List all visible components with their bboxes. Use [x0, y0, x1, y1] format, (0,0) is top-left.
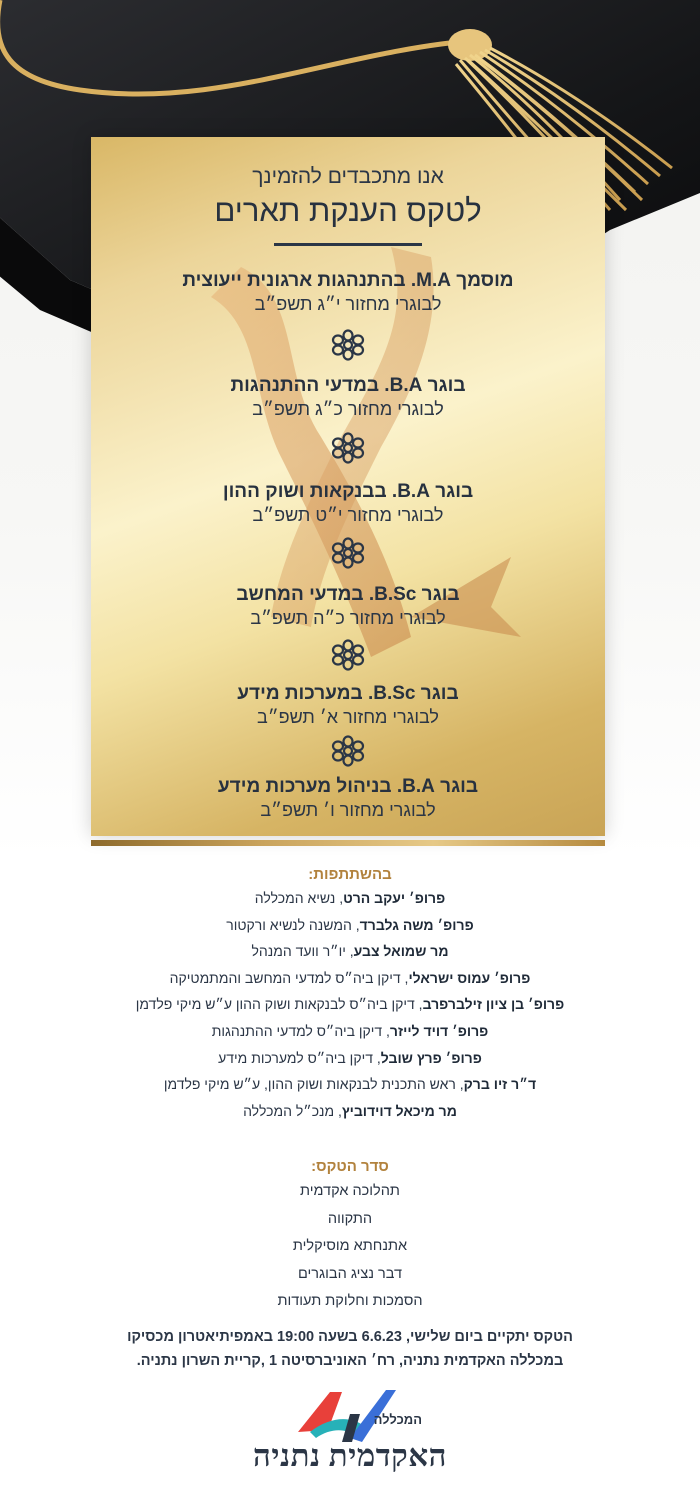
degree-item [91, 269, 605, 315]
person-role: , דיקן ביה״ס למערכות מידע [218, 1049, 381, 1066]
list-item [0, 1071, 700, 1098]
flower-ornament-icon [329, 639, 367, 671]
flower-ornament-icon [329, 432, 367, 464]
person-role: , דיקן ביה״ס למדעי ההתנהגות [211, 1022, 390, 1039]
person-name: פרופ׳ בן ציון זילברפרב [422, 996, 565, 1013]
list-item: תהלוכה אקדמית [300, 1183, 400, 1199]
person-role: , יו״ר וועד המנהל [251, 943, 354, 960]
degree-name: בוגר B.Sc. במערכות מידע [237, 683, 459, 704]
order-heading: סדר הטקס: [311, 1158, 389, 1175]
person-name: פרופ׳ משה גלברד [359, 916, 474, 933]
ceremony-title: לטקס הענקת תארים [214, 193, 482, 228]
list-item: התקווה [327, 1210, 373, 1227]
degree-class: לבוגרי מחזור י״ט תשפ״ב [252, 505, 444, 525]
flower-ornament-icon [329, 735, 367, 767]
list-item: אתנחתא מוסיקלית [292, 1238, 408, 1254]
person-name: ד״ר זיו ברק [463, 1076, 537, 1093]
invitation-card [91, 137, 605, 836]
person-name: מר שמואל צבע [353, 943, 449, 960]
list-item [0, 1098, 700, 1125]
person-role: , נשיא המכללה [254, 890, 344, 906]
degree-item [91, 583, 605, 629]
degree-class: לבוגרי מחזור כ״ה תשפ״ב [250, 608, 446, 628]
event-details-line: הטקס יתקיים ביום שלישי, 6.6.23 בשעה 19:00 באמפיתיאטרון מכסיקו [127, 1329, 573, 1345]
person-role: , מנכ״ל המכללה [243, 1102, 342, 1119]
person-role: , דיקן ביה״ס למדעי המחשב והמתמטיקה [169, 969, 409, 986]
list-item: דבר נציג הבוגרים [297, 1265, 403, 1282]
person-name: מר מיכאל דוידוביץ [341, 1102, 457, 1119]
degree-name: בוגר B.A. במדעי ההתנהגות [230, 375, 466, 396]
person-name: פרופ׳ פרץ שובל [380, 1049, 482, 1066]
degree-class: לבוגרי מחזור ו׳ תשפ״ב [260, 800, 436, 820]
person-role: , המשנה לנשיא ורקטור [226, 916, 360, 933]
degree-name: בוגר B.A. בניהול מערכות מידע [217, 776, 479, 797]
list-item [0, 912, 700, 939]
degree-item [91, 682, 605, 728]
participants-heading: בהשתתפות: [308, 866, 392, 883]
event-details-line: במכללה האקדמית נתניה, רח׳ האוניברסיטה 1 ,קריית השרון נתניה. [136, 1353, 564, 1369]
logo-text-small: המכללה [373, 1412, 422, 1427]
degree-name: בוגר B.Sc. במדעי המחשב [236, 584, 460, 605]
college-logo [230, 1386, 470, 1478]
degree-class: לבוגרי מחזור א׳ תשפ״ב [257, 707, 439, 727]
event-details [0, 1325, 700, 1373]
degree-item [91, 374, 605, 420]
list-item [0, 938, 700, 965]
flower-ornament-icon [329, 329, 367, 361]
logo-text-main: האקדמית נתניה [253, 1438, 447, 1473]
degree-class: לבוגרי מחזור י״ג תשפ״ב [254, 294, 442, 314]
degree-item [91, 480, 605, 526]
order-list [0, 1178, 700, 1316]
person-name: פרופ׳ יעקב הרט [343, 890, 446, 906]
person-name: פרופ׳ עמוס ישראלי [408, 969, 531, 986]
list-item [0, 1018, 700, 1045]
person-name: פרופ׳ דויד לייזר [389, 1022, 489, 1039]
list-item: הסמכות וחלוקת תעודות [277, 1293, 423, 1309]
degree-name: מוסמך M.A. בהתנהגות ארגונית ייעוצית [182, 270, 514, 291]
gold-divider-bar [91, 840, 605, 846]
degree-item [91, 775, 605, 821]
degree-class: לבוגרי מחזור כ״ג תשפ״ב [252, 399, 444, 419]
person-role: , דיקן ביה״ס לבנקאות ושוק ההון ע״ש מיקי פלדמן [135, 996, 423, 1013]
list-item [0, 1045, 700, 1072]
title-divider [274, 243, 422, 246]
list-item [0, 885, 700, 912]
invite-intro: אנו מתכבדים להזמינך [252, 165, 444, 188]
flower-ornament-icon [329, 537, 367, 569]
list-item [0, 965, 700, 992]
person-role: , ראש התכנית לבנקאות ושוק ההון, ע״ש מיקי פלדמן [163, 1076, 464, 1093]
degree-name: בוגר B.A. בבנקאות ושוק ההון [222, 481, 474, 502]
list-item [0, 991, 700, 1018]
participants-list [0, 885, 700, 1124]
